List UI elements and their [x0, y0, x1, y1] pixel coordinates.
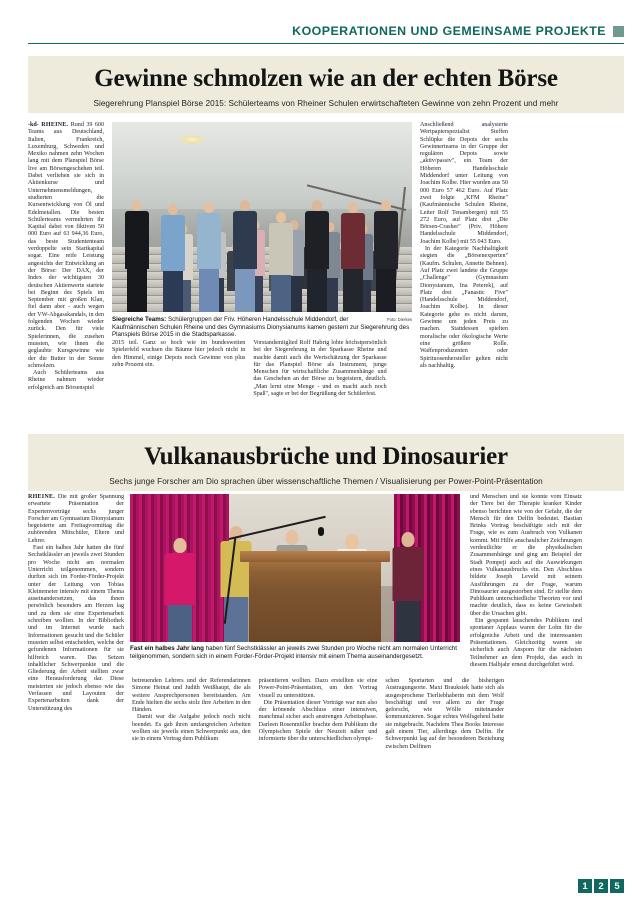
masthead-divider [28, 43, 624, 44]
headline-band-2 [28, 434, 624, 491]
section-title: KOOPERATIONEN UND GEMEINSAME PROJEKTE [292, 24, 606, 38]
article-boerse [0, 56, 638, 406]
article-1-lower-col-3 [253, 340, 386, 406]
paragraph: 2015 teil. Ganz so hoch wie im bundesweiten Spielerfeld wuchsen die Bäume hier jedoch nicht in den Himmel, einige Depots noch Gewinne von plus zehn Prozent ein. [112, 340, 246, 368]
paragraph: Damit war die Aufgabe jedoch noch nicht beendet. Es gab ihren umfangreichen Arbeiten wollten sie jeweils einen Schwerpunkt aus, den sie in einem Vortrag dem Publikum [132, 714, 251, 743]
page-title-1: Gewinne schmolzen wie an der echten Börse [94, 65, 558, 92]
paragraph-text: Rund 39 600 Teams aus Deutschland, Italien, Frankreich, Luxemburg, Schweden und Mexiko nahmen zehn Wochen lang mit dem Planspiel Börse live am Börsengeschehen teil. Dabei verliehen sie sich in Aktienkurse und Unternehmensmeldungen, studierten die Kursentwicklung von Öl und Edelmetallen. Die besten Schülerteams vermehrten ihr Kapital dabei von fiktiven 50 000 Euro auf 63 944,36 Euro, das beste Studententeam verdoppelte sein Startkapital sogar. Eine reife Leistung angesichts der Entwicklung an der Börse: Der DAX, der Index der wichtigsten 30 deutschen Aktienwerte startete bei Beginn des Spiels im September mit großen Klan, fiel dann aber - auch wegen der VW-Abgasskandals, in den folgenden Wochen wieder zurück. Den für viele Spielerinnen, die zusehen mussten, wie ihnen die geglaubte Kursgewinne wie der die Butter in der Sonne schmolzen. [28, 122, 104, 369]
subtitle-2: Sechs junge Forscher am Dio sprachen über wissenschaftliche Themen / Visualisierung per Power-Point-Präsentation [109, 477, 543, 486]
subtitle-1: Siegerehrung Planspiel Börse 2015: Schülerteams von Rheiner Schulen erwirtschafteten Gewinne von zehn Prozent und mehr [93, 99, 559, 108]
caption-text-2: haben fünf Sechstklässler an jeweils zwei Stunden pro Woche nicht am normalen Unterricht teilgenommen, sondern sich in einem Forder-Förder-Projekt intensiv mit einem Thema auseinandergesetzt. [130, 645, 457, 660]
article-2-bottom-columns [28, 678, 624, 828]
paragraph: Die Präsentation dieser Vorträge war nun also der krönende Abschluss einer intensiven, manchmal sicher auch anstrengen Arbeitsphase. Darleen Rosenmüller brachte dem Publikum die Olympischen Spiele der Neuzeit näher und informierte über die unterschiedlichen olympi- [258, 699, 378, 743]
article-1-lower-col-1 [28, 340, 104, 406]
masthead-inner [58, 24, 624, 38]
paragraph: Anschließend analysierte Wertpapierspezialist Steffen Schlüpke die Depots der sechs Gewinnerteams in der Gruppe der regulären Depots sowie „aktiv/passiv", ein Team der Höheren Handelsschule Middendorf unter Leitung von Joachim Kolbe. Hier wurden aus 50 000 Euro 57 462 Euro. Auf Platz zwei folgte „KFM Rheine" (Kaufmännische Schulen Rheine, Leiter Rolf Tenambergen) mit 55 272 Euro, auf Platz drei „Die Börsen-Crasher" (Priv. Höhere Handelsschule Middendorf, Joachim Kolbe) mit 55 043 Euro. [420, 122, 508, 245]
paragraph: präsentieren wollten. Dazu erstellten sie eine Power-Point-Präsentation, um den Vortrag visuell zu unterstützen. [258, 678, 378, 699]
paragraph: Vorstandsmitglied Rolf Habrig lobte höchstpersönlich bei der Siegerehrung in der Sparkasse Rheine und machte damit auch die Wertschätzung der Sparkasse für das Planspiel Börse als Instrument, junge Menschen für wirtschaftliche Zusammenhänge und das Geschehen an der Börse zu begeistern, deutlich. „Man lernt eine Menge - und es macht auch noch Spaß", sagte er bei der Begrüßung der Schülerfest. [253, 340, 387, 398]
article-2-bottom-col-4 [385, 678, 504, 828]
paragraph-text: Die mit großer Spannung erwartete Präsentation der Expertenvorträge sechs junger Forscher am Gymnasium Dionysianum begeisterte am Freitagvormittag die zuhörenden Mitschüler, Eltern und Lehrer. [28, 494, 124, 544]
paragraph [28, 494, 124, 545]
paragraph: schen Sportarten und die bisherigen Austragungsorte. Maxi Brauksiek hatte sich als ausgesprochene Tierliebhaberin mit dem Wolf beschäftigt und vor allem zu der Frage geforscht, wie Wölfe miteinander kommunizieren. Sogar echtes Wolfsgeheul hatte sie mitgebracht. Nachdem Thea Books Interesse galt einem Tier, allerdings dem Delfin. Ihr Schwerpunkt lag auf der besonderen Beziehung zwischen Delfinen [385, 678, 505, 750]
masthead [0, 0, 638, 46]
paragraph: Ein gespannt lauschendes Publikum und spontaner Applaus waren der Lohn für die erfolgreiche Arbeit und die interessanten Präsentationen. Gleichzeitig waren sie sicherlich auch Ansporn für die nächsten Teilnehmer an dem Projekt, das auch in diesem Halbjahr erneut durchgeführt wird. [470, 618, 582, 668]
page-title-2: Vulkanausbrüche und Dinosaurier [144, 443, 508, 470]
article-2-bottom-col-1 [28, 678, 124, 828]
article-2-bottom-col-5 [512, 678, 624, 828]
article-vulkan [0, 434, 638, 854]
article-1-lower-col-5 [536, 340, 624, 406]
article-1-lower-columns [28, 340, 624, 406]
page-number [578, 879, 624, 893]
byline-1: -kd- [28, 122, 39, 128]
article-2-bottom-col-2 [132, 678, 251, 828]
paragraph: betreuenden Lehrers und der Referendarinnen Simone Heinat und Judith Weißhaupt, die als weitere Ansprechpersonen bereitstanden. Am Ende hielten die sechs stolz ihre Arbeiten in den Händen. [132, 678, 251, 714]
paragraph: Auch Schülerteams aus Rheine nahmen wieder erfolgreich am Börsenspiel [28, 370, 104, 391]
page-digit-3: 5 [610, 879, 624, 893]
caption-lead-2: Fast ein halbes Jahr lang [130, 645, 204, 652]
headline-band-1 [28, 56, 624, 113]
page-digit-2: 2 [594, 879, 608, 893]
paragraph: Fast ein halbes Jahr hatten die fünf Sechstklässler an jeweils zwei Stunden pro Woche nicht am normalen Unterricht teilgenommen, sondern durften sich im Forder-Förder-Projekt unter der Leitung von Tobias Kleinemeier intensiv mit einem Thema auseinandersetzen, das ihnen persönlich besonders am Herzen lag und zu dem sie eine Expertenarbeit schreiben wollten. In der Bibliothek und im Internet wurde nach Informationen gesucht und die Schüler mussten selbst entscheiden, welche der gefundenen Informationen für sie hilfreich waren. Das Setzen inhaltlicher Schwerpunkte und die Gliederung der Arbeit stellten zwar eine Herausforderung dar. Diese meisterten sie jedoch ebenso wie das Verfassen und Layouten der Expertenarbeiten dank der Unterstützung des [28, 545, 124, 712]
paragraph: In der Kategorie Nachhaltigkeit siegten die „Börsenexperten" (Kaufm. Schulen, Annette Behnen). Auf Platz zwei landete die Gruppe „Challenge" (Gymnasium Dionysianum, Ina Peterek), auf Platz drei „Fanastic Five" (Handelsschule Middendorf, Joachim Kolbe). In dieser Kategorie gehe es nicht darum, Gewinne um jeden Preis zu machen. Stattdessen spielten moralische oder ökologische Werte eine größere Rolle. Waffenproduzenten oder Spirituosenhersteller gelten nicht als nachhaltig. [420, 246, 508, 369]
article-2-bottom-col-3 [259, 678, 378, 828]
paragraph: und Menschen und sie konnte vom Einsatz der Tiere bei der Therapie kranker Kinder ebenso berichten wie von der Gefahr, die der Mensch für den Delfin bedeutet. Bastian Brinks Vortrag beschäftigte sich mit der Frage, wie es zum Ausbruch von Vulkanen kommt. Mit Hilfe anschaulicher Zeichnungen verdeutlichte er die physikalischen Zusammenhänge und ging am Beispiel der Stadt Pompeji auch auf die Auswirkungen eines Vulkanausbruchs ein. Den Abschluss bildete Joseph Leveld mit seinem Ausführungen zu der Frage, warum Dinosaurier ausgestorben sind. Er stellte dem Publikum unterschiedliche Theorien vor und machte deutlich, dass es keine Gewissheit über die Ursachen gibt. [470, 494, 582, 617]
dateline-1: RHEINE. [41, 122, 69, 128]
caption-lead-1: Siegreiche Teams: [112, 316, 167, 323]
article-1-lower-col-4 [395, 340, 528, 406]
section-marker-icon [613, 26, 624, 37]
caption-text-1: Schülergruppen der Friv. Höheren Handelsschule Middendorf, der Kaufmännischen Schulen Rheine und des Gymnasiums Dionysianums kamen gestern zur Siegerehrung des Planspiels Börse 2015 in die Stadtsparkasse. [112, 316, 410, 339]
page-digit-1: 1 [578, 879, 592, 893]
paragraph [28, 122, 104, 370]
dateline-2: RHEINE. [28, 494, 55, 500]
photo-credit-1: Foto: Dierkes [387, 317, 412, 322]
article-1-lower-col-2 [112, 340, 245, 406]
